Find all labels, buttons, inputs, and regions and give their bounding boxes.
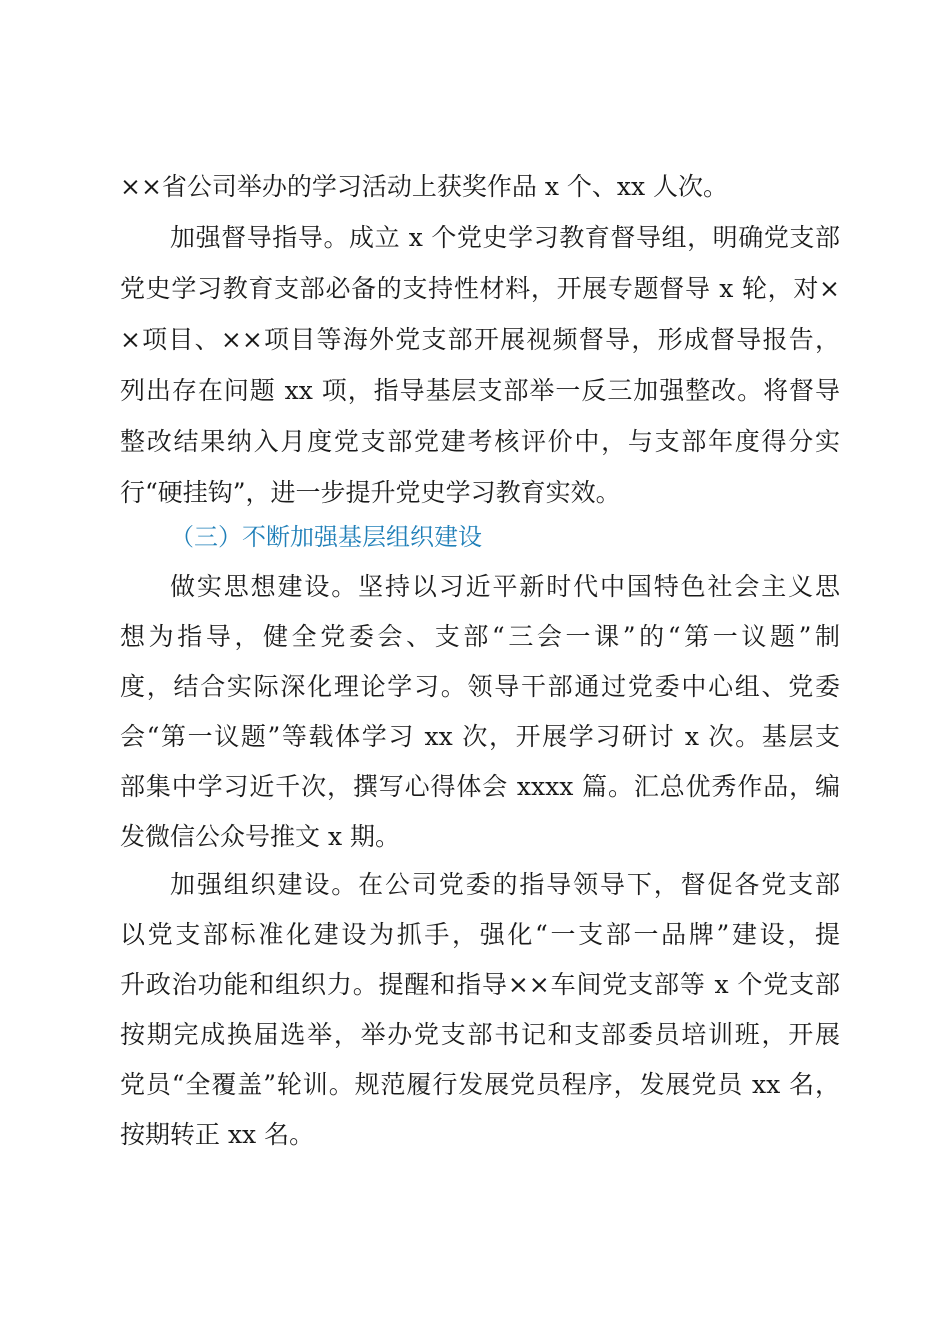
paragraph-line: 党史学习教育支部必备的支持性材料，开展专题督导 x 轮，对× bbox=[120, 274, 840, 303]
paragraph-line: 度，结合实际深化理论学习。领导干部通过党委中心组、党委 bbox=[120, 672, 840, 701]
paragraph-line: 做实思想建设。坚持以习近平新时代中国特色社会主义思 bbox=[170, 572, 840, 601]
paragraph-line: ××省公司举办的学习活动上获奖作品 x 个、xx 人次。 bbox=[120, 172, 729, 201]
paragraph-line: 行“硬挂钩”，进一步提升党史学习教育实效。 bbox=[120, 478, 621, 507]
paragraph-line: 整改结果纳入月度党支部党建考核评价中，与支部年度得分实 bbox=[120, 427, 840, 456]
paragraph-line: 升政治功能和组织力。提醒和指导××车间党支部等 x 个党支部 bbox=[120, 970, 840, 999]
paragraph-line: 按期完成换届选举，举办党支部书记和支部委员培训班，开展 bbox=[120, 1020, 840, 1049]
paragraph-line: 党员“全覆盖”轮训。规范履行发展党员程序，发展党员 xx 名， bbox=[120, 1070, 840, 1099]
paragraph-line: ×项目、××项目等海外党支部开展视频督导，形成督导报告， bbox=[120, 325, 840, 354]
paragraph-line: 列出存在问题 xx 项，指导基层支部举一反三加强整改。将督导 bbox=[120, 376, 840, 405]
paragraph-line: 以党支部标准化建设为抓手，强化“一支部一品牌”建设，提 bbox=[120, 920, 840, 949]
paragraph-line: 加强组织建设。在公司党委的指导领导下，督促各党支部 bbox=[170, 870, 840, 899]
section-heading: （三）不断加强基层组织建设 bbox=[170, 523, 482, 551]
paragraph-line: 加强督导指导。成立 x 个党史学习教育督导组，明确党支部 bbox=[170, 223, 840, 252]
paragraph-line: 发微信公众号推文 x 期。 bbox=[120, 822, 400, 851]
paragraph-line: 想为指导，健全党委会、支部“三会一课”的“第一议题”制 bbox=[120, 622, 840, 651]
paragraph-line: 会“第一议题”等载体学习 xx 次，开展学习研讨 x 次。基层支 bbox=[120, 722, 840, 751]
paragraph-line: 按期转正 xx 名。 bbox=[120, 1120, 315, 1149]
paragraph-line: 部集中学习近千次，撰写心得体会 xxxx 篇。汇总优秀作品，编 bbox=[120, 772, 840, 801]
